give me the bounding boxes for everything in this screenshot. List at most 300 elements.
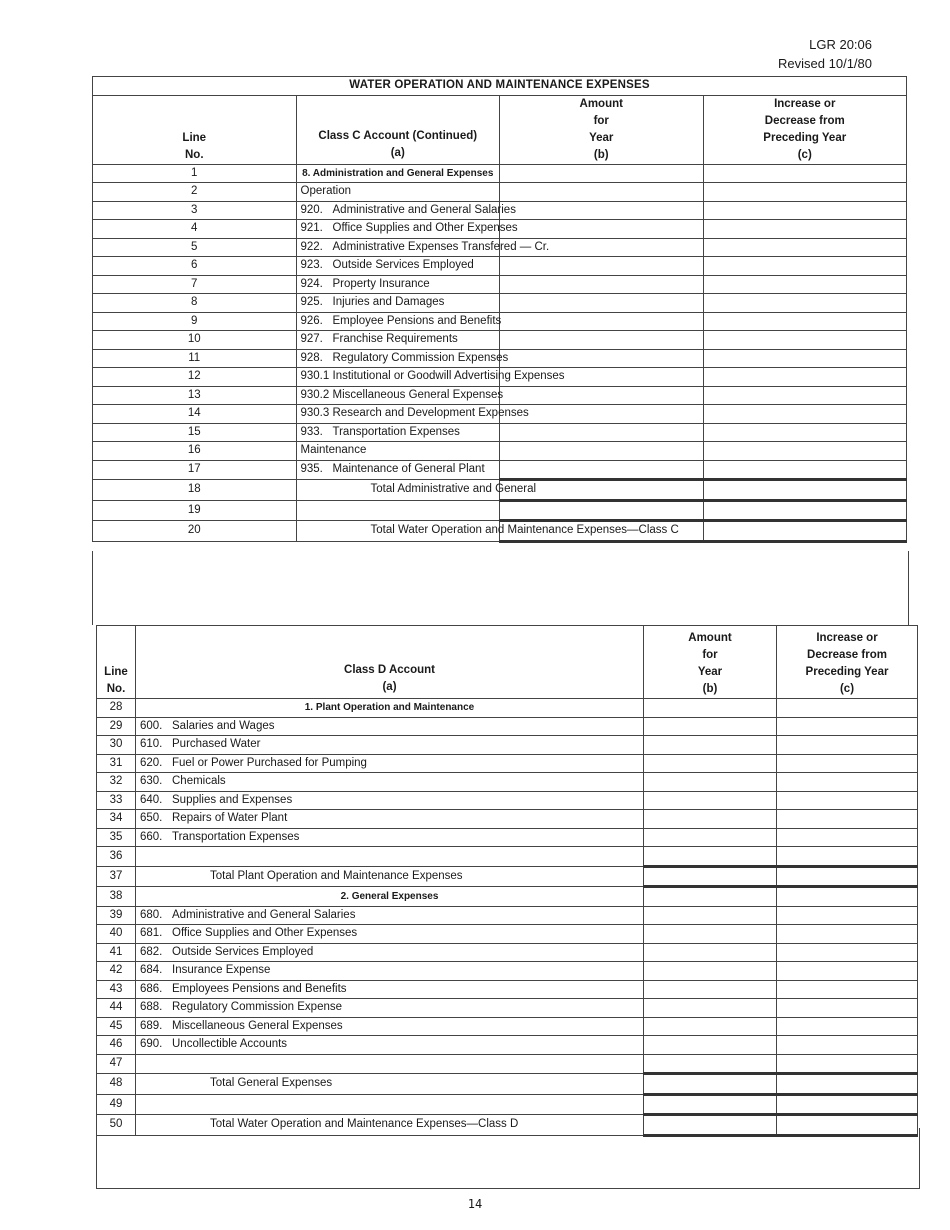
amount-for-year-cell[interactable] <box>500 405 704 424</box>
table-row <box>93 480 907 501</box>
account-name: Employee Pensions and Benefits <box>332 314 502 327</box>
line-number: 10 <box>93 331 297 350</box>
increase-decrease-cell[interactable] <box>703 183 907 202</box>
table-row <box>93 294 907 313</box>
increase-decrease-cell[interactable] <box>703 460 907 480</box>
line-number: 29 <box>97 717 136 736</box>
account-name: Administrative Expenses Transfered — Cr. <box>332 240 550 253</box>
line-number: 19 <box>93 500 297 521</box>
amount-for-year-cell[interactable] <box>644 717 777 736</box>
account-code: 921. <box>300 222 323 235</box>
table-row <box>97 887 918 907</box>
line-number: 32 <box>97 773 136 792</box>
increase-decrease-cell[interactable] <box>777 754 918 773</box>
account-description <box>296 386 504 405</box>
table-row <box>97 1054 918 1074</box>
change-header-line4: (c) <box>797 148 812 161</box>
account-header <box>136 626 644 699</box>
increase-decrease-cell[interactable] <box>703 442 907 461</box>
account-name: Salaries and Wages <box>172 719 275 732</box>
amount-header-line1: Amount <box>579 97 623 110</box>
increase-decrease-cell[interactable] <box>703 480 907 501</box>
account-name: Miscellaneous General Expenses <box>332 388 504 401</box>
account-code: 610. <box>140 738 163 751</box>
table-row <box>93 500 907 521</box>
account-description <box>296 294 500 313</box>
table-row <box>97 999 918 1018</box>
change-header-line3: Preceding Year <box>763 131 847 144</box>
account-name: Uncollectible Accounts <box>172 1038 288 1051</box>
line-no-header <box>97 626 136 699</box>
account-code: 930.3 <box>300 407 330 420</box>
increase-decrease-cell[interactable] <box>777 866 918 887</box>
amount-for-year-cell[interactable] <box>644 866 777 887</box>
amount-for-year-cell[interactable] <box>644 1036 777 1055</box>
table-row <box>93 386 907 405</box>
class-d-table-body <box>97 626 918 1136</box>
amount-for-year-cell[interactable] <box>500 349 704 368</box>
line-number: 1 <box>93 164 297 183</box>
table-row <box>93 164 907 183</box>
table-row <box>97 980 918 999</box>
table-row <box>97 925 918 944</box>
account-code: 682. <box>140 945 163 958</box>
line-number: 35 <box>97 828 136 847</box>
line-number: 20 <box>93 521 297 542</box>
line-number: 33 <box>97 791 136 810</box>
increase-decrease-cell[interactable] <box>777 736 918 755</box>
class-c-header-row <box>93 95 907 164</box>
amount-for-year-cell[interactable] <box>644 736 777 755</box>
account-description <box>136 962 644 981</box>
table-row <box>97 1017 918 1036</box>
account-code: 630. <box>140 775 163 788</box>
account-description <box>296 349 509 368</box>
increase-decrease-cell[interactable] <box>703 275 907 294</box>
amount-header-line3: Year <box>589 131 614 144</box>
amount-for-year-cell[interactable] <box>644 1074 777 1095</box>
amount-for-year-cell[interactable] <box>500 164 704 183</box>
account-code: 600. <box>140 719 163 732</box>
account-name: Employees Pensions and Benefits <box>172 982 347 995</box>
amount-header-line4: (b) <box>593 148 609 161</box>
amount-header-line4: (b) <box>702 683 718 695</box>
increase-decrease-cell[interactable] <box>777 1017 918 1036</box>
table-row <box>97 906 918 925</box>
section-heading <box>136 887 644 907</box>
table-row <box>97 736 918 755</box>
increase-decrease-cell[interactable] <box>777 1036 918 1055</box>
account-name: Miscellaneous General Expenses <box>172 1019 343 1032</box>
table-row <box>93 442 907 461</box>
increase-decrease-cell[interactable] <box>777 791 918 810</box>
amount-for-year-cell[interactable] <box>500 312 704 331</box>
line-number: 30 <box>97 736 136 755</box>
increase-decrease-cell[interactable] <box>703 164 907 183</box>
account-code: 681. <box>140 927 163 940</box>
account-header-sub: (a) <box>390 146 405 159</box>
account-name: 8. Administration and General Expenses <box>302 167 494 179</box>
account-code: 690. <box>140 1038 163 1051</box>
table-row <box>97 699 918 718</box>
amount-for-year-cell[interactable] <box>500 386 704 405</box>
account-code: 689. <box>140 1019 163 1032</box>
account-header-label: Class D Account <box>344 664 435 676</box>
increase-decrease-cell[interactable] <box>777 810 918 829</box>
account-header <box>296 95 500 164</box>
account-description <box>296 460 500 480</box>
increase-decrease-cell[interactable] <box>703 500 907 521</box>
account-description <box>136 980 644 999</box>
account-description <box>296 220 518 239</box>
line-number: 45 <box>97 1017 136 1036</box>
amount-for-year-cell[interactable] <box>644 999 777 1018</box>
class-c-table-body <box>93 77 907 542</box>
amount-for-year-cell[interactable] <box>644 773 777 792</box>
account-name: Institutional or Goodwill Advertising Expenses <box>332 370 565 383</box>
increase-decrease-cell[interactable] <box>777 828 918 847</box>
amount-header-line3: Year <box>697 666 723 678</box>
amount-for-year-cell[interactable] <box>644 962 777 981</box>
form-id: LGR 20:06 <box>809 37 872 52</box>
line-number: 11 <box>93 349 297 368</box>
line-number: 6 <box>93 257 297 276</box>
increase-decrease-cell[interactable] <box>703 521 907 542</box>
account-code: 924. <box>300 277 323 290</box>
increase-decrease-cell[interactable] <box>777 999 918 1018</box>
account-description <box>136 828 644 847</box>
class-d-expense-table <box>96 625 918 1137</box>
line-number: 14 <box>93 405 297 424</box>
account-name: Outside Services Employed <box>172 945 314 958</box>
account-description <box>296 183 500 202</box>
increase-decrease-cell[interactable] <box>777 717 918 736</box>
table-title-row <box>93 77 907 96</box>
account-description <box>296 275 500 294</box>
increase-decrease-cell[interactable] <box>703 386 907 405</box>
line-number: 48 <box>97 1074 136 1095</box>
increase-decrease-cell[interactable] <box>703 257 907 276</box>
account-code: 686. <box>140 982 163 995</box>
amount-for-year-cell[interactable] <box>644 699 777 718</box>
line-number: 43 <box>97 980 136 999</box>
account-name: Research and Development Expenses <box>332 407 529 420</box>
line-number: 47 <box>97 1054 136 1074</box>
account-name: Regulatory Commission Expenses <box>332 351 509 364</box>
account-name: Office Supplies and Other Expenses <box>332 222 518 235</box>
change-header <box>703 95 907 164</box>
amount-for-year-cell[interactable] <box>644 943 777 962</box>
line-number: 17 <box>93 460 297 480</box>
change-header-line3: Preceding Year <box>805 666 889 678</box>
table-row <box>97 717 918 736</box>
account-description <box>136 925 644 944</box>
total-label <box>296 521 679 542</box>
account-name: Regulatory Commission Expense <box>172 1001 343 1014</box>
account-name: Office Supplies and Other Expenses <box>172 927 358 940</box>
class-d-header-row <box>97 626 918 699</box>
change-header <box>777 626 918 699</box>
account-name: Administrative and General Salaries <box>332 203 516 216</box>
increase-decrease-cell[interactable] <box>777 1054 918 1074</box>
account-header-label: Class C Account (Continued) <box>318 129 478 142</box>
increase-decrease-cell[interactable] <box>703 349 907 368</box>
change-header-line1: Increase or <box>816 632 878 644</box>
amount-header-line2: for <box>702 649 718 661</box>
increase-decrease-cell[interactable] <box>703 294 907 313</box>
account-description <box>296 368 565 387</box>
line-number: 34 <box>97 810 136 829</box>
amount-for-year-cell[interactable] <box>500 460 704 480</box>
line-number: 46 <box>97 1036 136 1055</box>
account-code: 935. <box>300 463 323 476</box>
table-row <box>93 423 907 442</box>
line-number: 50 <box>97 1115 136 1136</box>
amount-for-year-cell[interactable] <box>644 847 777 867</box>
account-description <box>296 500 500 521</box>
account-description <box>136 791 644 810</box>
account-code: 923. <box>300 259 323 272</box>
account-name: Total Water Operation and Maintenance Expenses—Class D <box>210 1118 519 1131</box>
total-label <box>136 1074 644 1095</box>
form-bottom-frame <box>96 1128 920 1189</box>
table-row <box>93 405 907 424</box>
account-name: Property Insurance <box>332 277 430 290</box>
account-description <box>136 773 644 792</box>
account-description <box>136 906 644 925</box>
amount-for-year-cell[interactable] <box>500 183 704 202</box>
section-heading <box>296 164 500 183</box>
increase-decrease-cell[interactable] <box>777 773 918 792</box>
account-name: Transportation Expenses <box>332 425 460 438</box>
account-name: Administrative and General Salaries <box>172 908 356 921</box>
amount-header-line1: Amount <box>688 632 732 644</box>
table-row <box>97 962 918 981</box>
increase-decrease-cell[interactable] <box>777 1074 918 1095</box>
amount-for-year-cell[interactable] <box>644 906 777 925</box>
increase-decrease-cell[interactable] <box>703 238 907 257</box>
account-name: Total Administrative and General <box>370 483 537 496</box>
increase-decrease-cell[interactable] <box>703 201 907 220</box>
account-description <box>296 201 516 220</box>
line-number: 8 <box>93 294 297 313</box>
amount-for-year-cell[interactable] <box>644 980 777 999</box>
line-number: 49 <box>97 1094 136 1115</box>
table-row <box>93 312 907 331</box>
no-header-label: No. <box>184 148 204 161</box>
line-number: 39 <box>97 906 136 925</box>
account-description <box>296 442 500 461</box>
account-description <box>136 1017 644 1036</box>
increase-decrease-cell[interactable] <box>703 405 907 424</box>
line-number: 15 <box>93 423 297 442</box>
amount-for-year-cell[interactable] <box>644 754 777 773</box>
account-description <box>136 943 644 962</box>
line-number: 44 <box>97 999 136 1018</box>
line-number: 12 <box>93 368 297 387</box>
line-number: 36 <box>97 847 136 867</box>
account-code: 922. <box>300 240 323 253</box>
account-code: 925. <box>300 296 323 309</box>
increase-decrease-cell[interactable] <box>777 906 918 925</box>
account-code: 688. <box>140 1001 163 1014</box>
account-description <box>136 754 644 773</box>
increase-decrease-cell[interactable] <box>703 220 907 239</box>
table-row <box>97 773 918 792</box>
table-title: WATER OPERATION AND MAINTENANCE EXPENSES <box>93 77 907 96</box>
table-row <box>97 791 918 810</box>
account-name: Franchise Requirements <box>332 333 458 346</box>
account-description <box>136 1036 644 1055</box>
table-row <box>93 349 907 368</box>
table-row <box>97 1074 918 1095</box>
table-row <box>97 810 918 829</box>
amount-for-year-cell[interactable] <box>500 294 704 313</box>
table-row <box>97 1036 918 1055</box>
account-description <box>296 257 500 276</box>
account-name: Purchased Water <box>172 738 261 751</box>
amount-for-year-cell[interactable] <box>644 791 777 810</box>
line-number: 9 <box>93 312 297 331</box>
account-description <box>296 312 500 331</box>
account-name: Chemicals <box>172 775 226 788</box>
amount-for-year-cell[interactable] <box>500 257 704 276</box>
class-c-expense-table <box>92 76 907 543</box>
amount-for-year-cell[interactable] <box>644 925 777 944</box>
increase-decrease-cell[interactable] <box>703 331 907 350</box>
no-header-label: No. <box>106 683 126 695</box>
table-row <box>93 238 907 257</box>
amount-header-line2: for <box>593 114 609 127</box>
account-name: Outside Services Employed <box>332 259 474 272</box>
account-header-sub: (a) <box>382 681 397 693</box>
amount-for-year-cell[interactable] <box>500 201 704 220</box>
account-name: Operation <box>300 185 352 198</box>
amount-for-year-cell[interactable] <box>644 810 777 829</box>
table-row <box>97 1094 918 1115</box>
table-row <box>97 943 918 962</box>
account-code: 920. <box>300 203 323 216</box>
line-number: 16 <box>93 442 297 461</box>
table-row <box>97 866 918 887</box>
amount-for-year-cell[interactable] <box>644 1094 777 1115</box>
increase-decrease-cell[interactable] <box>777 699 918 718</box>
account-description <box>136 999 644 1018</box>
line-number: 42 <box>97 962 136 981</box>
line-number: 13 <box>93 386 297 405</box>
account-description <box>296 423 500 442</box>
line-header-label: Line <box>182 131 207 144</box>
table-row <box>93 275 907 294</box>
amount-for-year-cell[interactable] <box>500 442 704 461</box>
account-name: Insurance Expense <box>172 964 271 977</box>
account-name: 2. General Expenses <box>340 890 439 902</box>
account-code: 660. <box>140 830 163 843</box>
line-no-header <box>93 95 297 164</box>
amount-for-year-cell[interactable] <box>644 887 777 907</box>
line-header-label: Line <box>104 666 128 678</box>
increase-decrease-cell[interactable] <box>703 368 907 387</box>
line-number: 31 <box>97 754 136 773</box>
account-description <box>296 405 529 424</box>
amount-for-year-cell[interactable] <box>500 220 704 239</box>
account-description <box>296 331 500 350</box>
section-gap <box>92 551 909 625</box>
amount-for-year-cell[interactable] <box>500 423 704 442</box>
amount-for-year-cell[interactable] <box>644 1054 777 1074</box>
section-heading <box>136 699 644 718</box>
table-row <box>93 183 907 202</box>
account-code: 933. <box>300 425 323 438</box>
account-code: 927. <box>300 333 323 346</box>
account-name: 1. Plant Operation and Maintenance <box>304 702 475 714</box>
increase-decrease-cell[interactable] <box>777 943 918 962</box>
account-description <box>136 810 644 829</box>
account-code: 930.1 <box>300 370 330 383</box>
line-number: 40 <box>97 925 136 944</box>
table-row <box>97 828 918 847</box>
account-code: 650. <box>140 812 163 825</box>
account-description <box>136 847 644 867</box>
account-name: Total General Expenses <box>210 1077 333 1090</box>
account-description <box>136 736 644 755</box>
table-row <box>93 521 907 542</box>
line-number: 37 <box>97 866 136 887</box>
increase-decrease-cell[interactable] <box>777 847 918 867</box>
table-row <box>93 331 907 350</box>
account-name: Maintenance of General Plant <box>332 463 485 476</box>
account-name: Total Water Operation and Maintenance Expenses—Class C <box>370 524 679 537</box>
change-header-line4: (c) <box>839 683 855 695</box>
account-code: 684. <box>140 964 163 977</box>
table-row <box>93 368 907 387</box>
table-row <box>93 460 907 480</box>
account-name: Injuries and Damages <box>332 296 445 309</box>
account-code: 928. <box>300 351 323 364</box>
account-code: 930.2 <box>300 388 330 401</box>
amount-for-year-cell[interactable] <box>644 828 777 847</box>
increase-decrease-cell[interactable] <box>777 980 918 999</box>
account-name: Maintenance <box>300 444 367 457</box>
amount-for-year-cell[interactable] <box>500 275 704 294</box>
amount-for-year-cell[interactable] <box>644 1017 777 1036</box>
change-header-line1: Increase or <box>774 97 836 110</box>
account-name: Repairs of Water Plant <box>172 812 288 825</box>
account-code: 680. <box>140 908 163 921</box>
amount-for-year-cell[interactable] <box>500 331 704 350</box>
account-code: 926. <box>300 314 323 327</box>
line-number: 38 <box>97 887 136 907</box>
increase-decrease-cell[interactable] <box>703 423 907 442</box>
line-number: 41 <box>97 943 136 962</box>
table-row <box>93 220 907 239</box>
amount-for-year-cell[interactable] <box>500 500 704 521</box>
increase-decrease-cell[interactable] <box>777 887 918 907</box>
amount-header <box>500 95 704 164</box>
table-row <box>93 257 907 276</box>
change-header-line2: Decrease from <box>807 649 887 661</box>
table-row <box>93 201 907 220</box>
table-row <box>97 754 918 773</box>
line-number: 18 <box>93 480 297 501</box>
account-description <box>136 717 644 736</box>
change-header-line2: Decrease from <box>764 114 845 127</box>
increase-decrease-cell[interactable] <box>777 925 918 944</box>
increase-decrease-cell[interactable] <box>777 962 918 981</box>
increase-decrease-cell[interactable] <box>777 1094 918 1115</box>
increase-decrease-cell[interactable] <box>703 312 907 331</box>
line-number: 4 <box>93 220 297 239</box>
